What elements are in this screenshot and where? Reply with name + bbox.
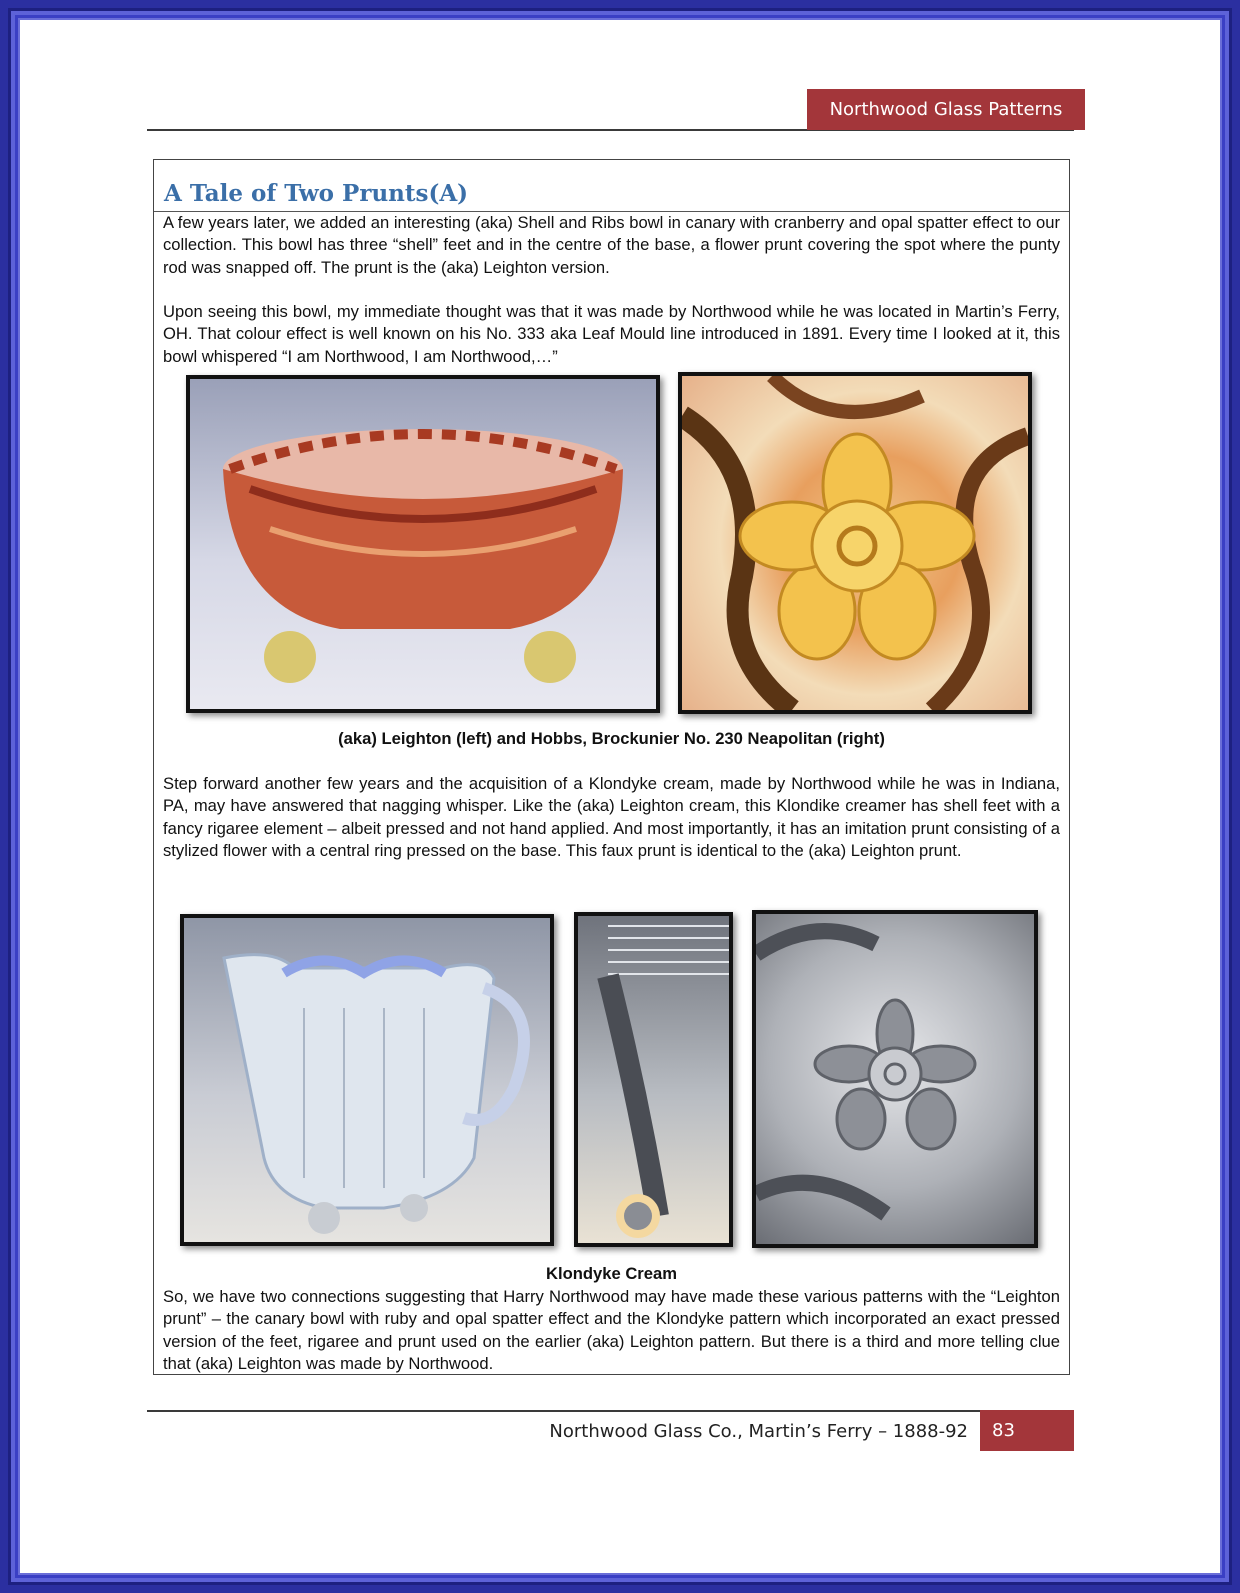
caption-2: Klondyke Cream [546, 1264, 677, 1283]
paragraph-1: A few years later, we added an interesting (aka) Shell and Ribs bowl in canary with cranberry and opal spatter effect to our collection. This bowl has three “shell” feet and in the centre of the base, a flower prunt covering the spot where the punty rod was snapped off. The prunt is the (aka) Leighton version. [163, 213, 1060, 277]
klondyke-cream-photo [180, 914, 554, 1246]
paragraph-3: Step forward another few years and the acquisition of a Klondyke cream, made by Northwood while he was in Indiana, PA, may have answered that nagging whisper. Like the (aka) Leighton cream, this Klondike creamer has shell feet with a fancy rigaree element – albeit pressed and not hand applied. And most importantly, it has an imitation prunt consisting of a stylized flower with a central ring pressed on the base. This faux prunt is identical to the (aka) Leighton prunt. [163, 774, 1060, 860]
paragraph-4: So, we have two connections suggesting that Harry Northwood may have made these various patterns with the “Leighton prunt” – the canary bowl with ruby and opal spatter effect and the Klondyke pattern which incorporated an exact pressed version of the feet, rigaree and prunt used on the earlier (aka) Leighton pattern. But there is a third and more telling clue that (aka) Leighton was made by Northwood. [163, 1287, 1060, 1373]
article-box [153, 159, 1070, 1375]
leighton-bowl-photo [186, 375, 660, 713]
footer-rule [147, 1410, 1074, 1412]
neapolitan-prunt-photo [678, 372, 1032, 714]
article-title: A Tale of Two Prunts(A) [164, 180, 469, 207]
paragraph-2: Upon seeing this bowl, my immediate thought was that it was made by Northwood while he was located in Martin’s Ferry, OH. That colour effect is well known on his No. 333 aka Leaf Mould line introduced in 1891. Every time I looked at it, this bowl whispered “I am Northwood, I am Northwood,…” [163, 302, 1060, 366]
caption-1: (aka) Leighton (left) and Hobbs, Brockunier No. 230 Neapolitan (right) [338, 729, 885, 748]
footer-text: Northwood Glass Co., Martin’s Ferry – 1888-92 [549, 1421, 968, 1442]
header-title: Northwood Glass Patterns [807, 89, 1085, 130]
document-page [20, 20, 1220, 1573]
klondyke-foot-detail-photo [574, 912, 733, 1247]
page-number: 83 [980, 1410, 1074, 1451]
klondyke-prunt-photo [752, 910, 1038, 1248]
